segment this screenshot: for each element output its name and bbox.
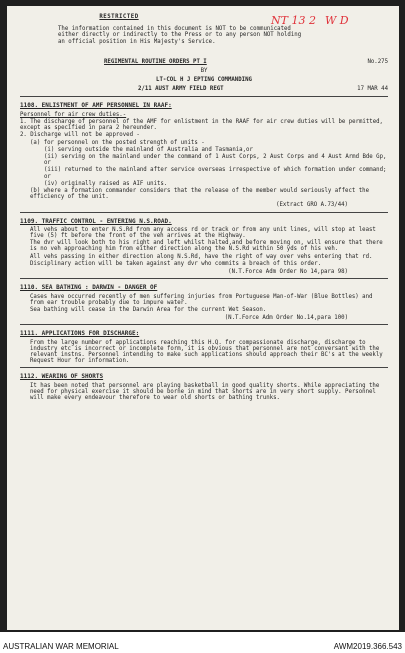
divider xyxy=(20,367,388,368)
paragraph: All vehs passing in either direction along N.S.Rd, have the right of way over vehs entering that rd. xyxy=(30,253,373,260)
paragraph: All vehs about to enter N.S.Rd from any access rd or track or from any unit lines, will stop at least five (5) ft before the front of the veh arrives at the Highway. xyxy=(30,226,376,240)
list-item: (a) for personnel on the posted strength of units - xyxy=(30,139,205,146)
section-heading: 1109. TRAFFIC CONTROL - ENTERING N.S.ROAD. xyxy=(20,217,172,225)
classification-stamp: RESTRICTED xyxy=(99,14,139,20)
unit-name: 2/11 AUST ARMY FIELD REGT xyxy=(138,86,224,93)
section-heading: 1112. WEARING OF SHORTS xyxy=(20,373,104,381)
section-heading: 1111. APPLICATIONS FOR DISCHARGE: xyxy=(20,330,140,338)
reference: (Extract GRO A.73/44) xyxy=(276,202,348,209)
archive-reference: AWM2019.366.543 xyxy=(333,642,402,651)
document-text xyxy=(20,14,388,402)
unit-row xyxy=(20,86,388,92)
orders-title: REGIMENTAL ROUTINE ORDERS PT I xyxy=(104,58,207,65)
paragraph: Disciplinary action will be taken against any dvr who commits a breach of this order. xyxy=(30,260,322,267)
paragraph: It has been noted that personnel are playing basketball in good quality shorts. While appreciating the need for physical exercise it should be borne in mind that shorts are in very short supply. Personnel will make every endeavour therefore to wear old shorts or bathing trunks. xyxy=(30,382,380,401)
paragraph: Sea bathing will cease in the Darwin Area for the current Wet Season. xyxy=(30,306,267,313)
order-date: 17 MAR 44 xyxy=(357,86,388,93)
paragraph: 1. The discharge of personnel of the AMF for enlistment in the RAAF for air crew duties will be permitted, except as specified in para 2 hereunder. xyxy=(20,119,383,132)
paragraph: Cases have occurred recently of men suffering injuries from Portuguese Man-of-War (Blue Bottles) and from ear trouble probably due to impure water. xyxy=(30,293,373,306)
divider xyxy=(20,212,388,213)
list-item: (i) serving outside the mainland of Australia and Tasmania,or xyxy=(44,146,253,153)
handwritten-annotation: NT 13 2 xyxy=(271,14,316,27)
archive-name: AUSTRALIAN WAR MEMORIAL xyxy=(3,642,119,651)
paragraph: The dvr will look both to his right and left whilst halted,and before moving on, will ensure that there is no veh approaching him from either direction along the N.S.Rd within 50 yds of his veh. xyxy=(30,240,383,253)
section-subheading: Personnel for air crew duties.- xyxy=(20,111,127,118)
issuer: LT-COL H J EPTING COMMANDING xyxy=(156,77,252,84)
divider xyxy=(20,278,388,279)
reference: (N.T.Force Adm Order No.14,para 100) xyxy=(224,315,348,322)
divider xyxy=(20,324,388,325)
list-item: (ii) serving on the mainland under the command of 1 Aust Corps, 2 Aust Corps and 4 Aust Armd Bde Gp, or xyxy=(44,154,387,167)
by-line: BY xyxy=(200,68,208,75)
reference: (N.T.Force Adm Order No 14,para 98) xyxy=(228,269,348,276)
security-notice: The information contained in this document is NOT to be communicated either directly or indirectly to the Press or to any person NOT holding an official position in His Majesty's Service. xyxy=(58,26,302,45)
list-item: (b) where a formation commander considers that the release of the member would seriously affect the efficiency of the unit. xyxy=(30,188,369,201)
paragraph: 2. Discharge will not be approved - xyxy=(20,132,140,139)
section-heading: 1108. ENLISTMENT OF AMF PERSONNEL IN RAAF: xyxy=(20,101,172,109)
list-item: (iv) originally raised as AIF units. xyxy=(44,180,168,187)
orders-number: No.275 xyxy=(367,58,388,65)
list-item: (iii) returned to the mainland after service overseas irrespective of which formation under command; or xyxy=(44,167,387,180)
archive-footer xyxy=(0,640,405,653)
paragraph: From the large number of applications reaching this H.Q. for compassionate discharge, discharge to industry etc is incorrect or incomplete form, it is obvious that personnel are not conversant with the relevant instns. Personnel intending to make such applications should approach their BC's at the weekly Request Hour for information. xyxy=(30,339,383,365)
section-heading: 1110. SEA BATHING : DARWIN - DANGER OF xyxy=(20,284,158,292)
orders-title-row xyxy=(20,59,388,65)
handwritten-annotation: W D xyxy=(325,14,349,27)
divider xyxy=(20,96,388,97)
